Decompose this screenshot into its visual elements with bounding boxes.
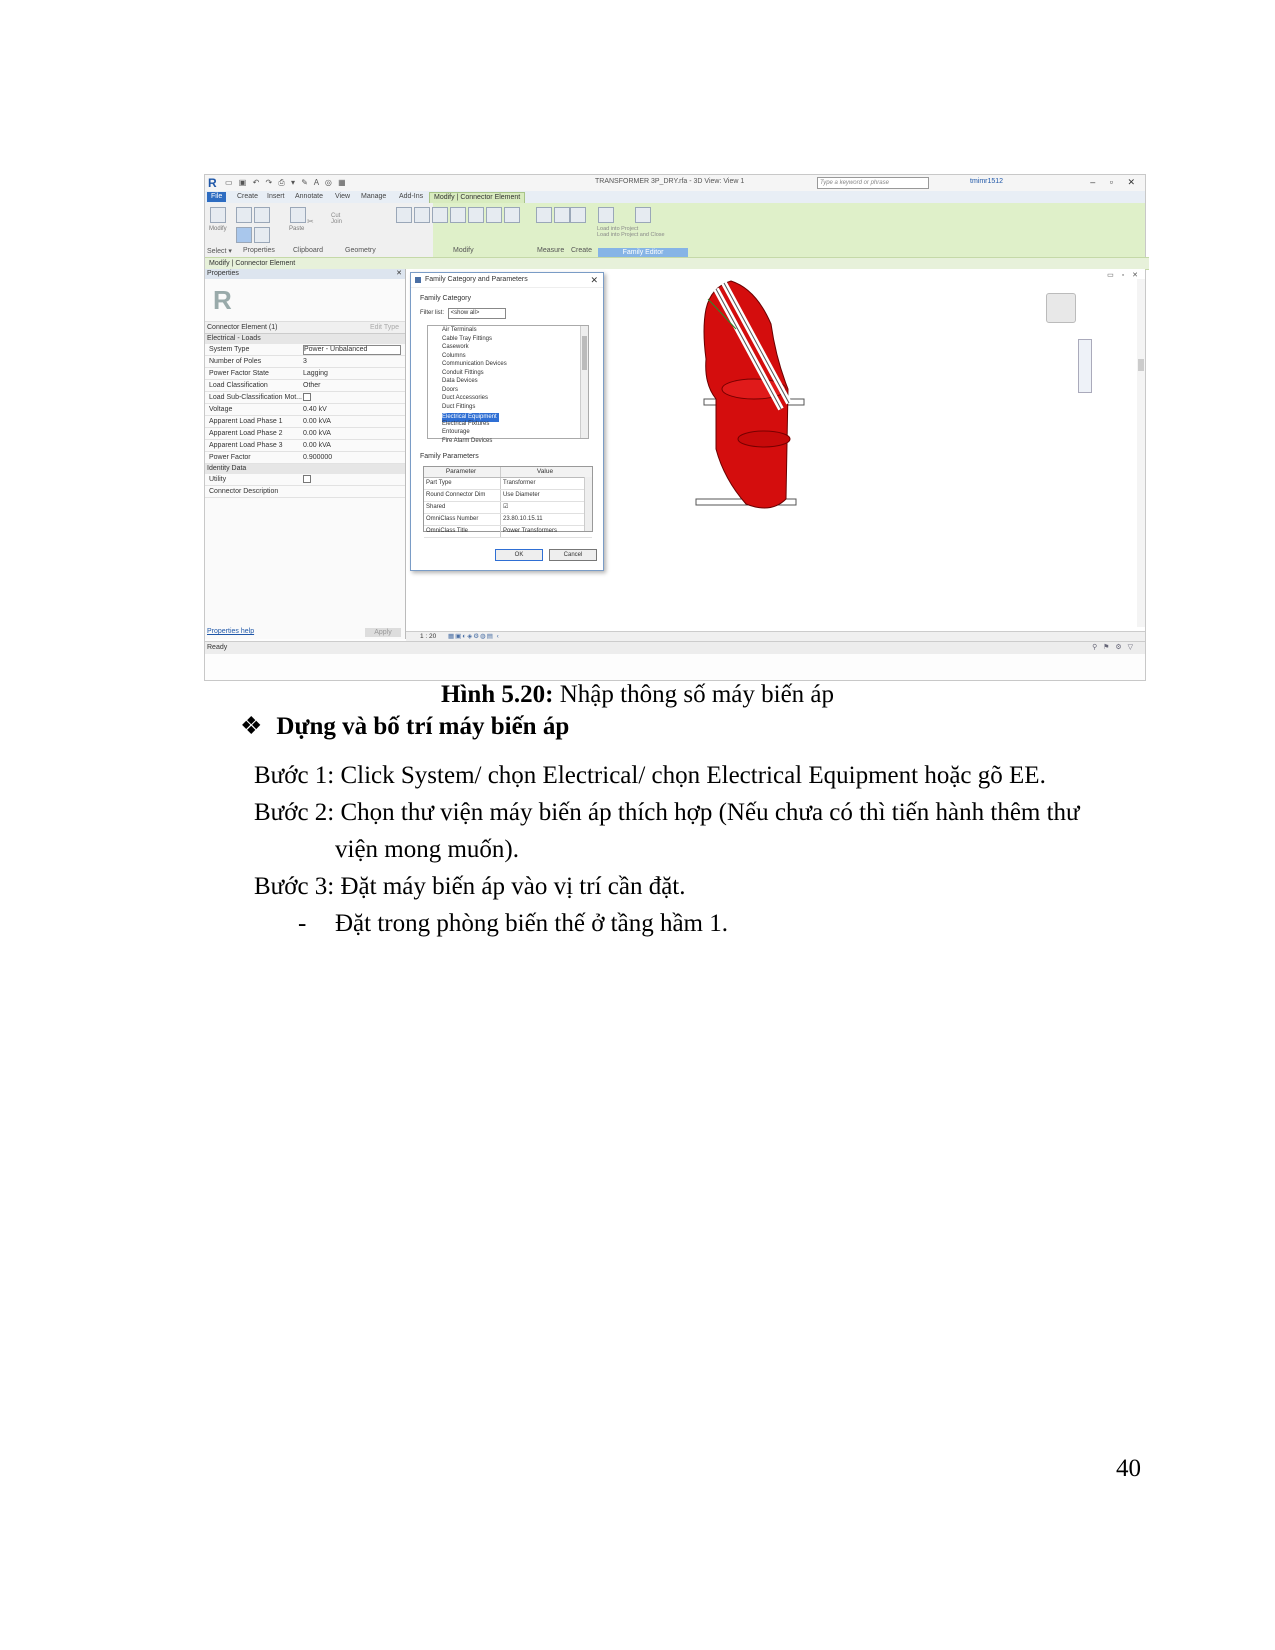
- caption-text: Nhập thông số máy biến áp: [553, 681, 835, 708]
- step-3: Bước 3: Đặt máy biến áp vào vị trí cần đặt.: [254, 873, 686, 900]
- cut-geometry-button[interactable]: Cut: [331, 213, 341, 219]
- property-row: [205, 486, 405, 498]
- close-icon[interactable]: ✕: [396, 270, 402, 277]
- ribbon-group-select: [209, 206, 227, 244]
- list-item[interactable]: Duct Accessories: [442, 395, 489, 401]
- properties-help-link[interactable]: Properties help: [207, 628, 255, 635]
- window-controls[interactable]: – ▫ ✕: [1090, 177, 1141, 187]
- scrollbar-thumb[interactable]: [582, 336, 587, 370]
- trim-icon[interactable]: [504, 207, 520, 223]
- list-item[interactable]: Conduit Fittings: [442, 369, 484, 376]
- property-value[interactable]: 3: [303, 358, 307, 365]
- property-value[interactable]: 0.00 kVA: [303, 442, 331, 449]
- property-row: [205, 428, 405, 440]
- properties-icon[interactable]: [236, 207, 252, 223]
- family-category-icon[interactable]: [254, 227, 270, 243]
- offset-icon[interactable]: [414, 207, 430, 223]
- clipboard-group-label: Clipboard: [293, 247, 323, 254]
- vertical-scrollbar[interactable]: [1137, 279, 1145, 627]
- property-row: [205, 380, 405, 392]
- list-item[interactable]: Cable Tray Fittings: [442, 335, 493, 342]
- property-key: Connector Description: [209, 488, 279, 495]
- param-name: OmniClass Title: [426, 528, 469, 534]
- property-key: Load Sub-Classification Mot...: [209, 394, 302, 401]
- load-into-project-label: Load into Project: [597, 226, 639, 232]
- list-item[interactable]: Doors: [442, 386, 459, 393]
- property-row: [205, 404, 405, 416]
- heading-text: Dựng và bố trí máy biến áp: [276, 713, 570, 740]
- select-group-label[interactable]: Select ▾: [207, 248, 232, 255]
- param-name: Shared: [426, 504, 446, 510]
- property-value[interactable]: Power - Unbalanced: [303, 345, 401, 355]
- property-key: Power Factor State: [209, 370, 269, 377]
- load-into-project-close-label: Load into Project and Close: [597, 232, 665, 238]
- tab-create[interactable]: Create: [237, 193, 259, 200]
- property-value[interactable]: 0.00 kVA: [303, 418, 331, 425]
- tab-annotate[interactable]: Annotate: [295, 193, 324, 200]
- create-icon[interactable]: [570, 207, 586, 223]
- revit-logo-icon[interactable]: R: [208, 176, 217, 190]
- family-editor-group-label: Family Editor: [598, 248, 688, 257]
- category-list[interactable]: [427, 325, 589, 444]
- table-row: [424, 490, 592, 502]
- view-scale[interactable]: 1 : 20: [420, 633, 437, 640]
- tab-view[interactable]: View: [335, 193, 351, 200]
- copy-icon[interactable]: [468, 207, 484, 223]
- property-key: Number of Poles: [209, 358, 262, 365]
- param-value[interactable]: Use Diameter: [500, 490, 587, 501]
- dialog-app-icon: [415, 277, 421, 283]
- ribbon-tabs: [205, 191, 1145, 203]
- property-row: [205, 356, 405, 368]
- param-name: OmniClass Number: [426, 516, 479, 522]
- property-key: Apparent Load Phase 3: [209, 442, 283, 449]
- property-value[interactable]: [303, 474, 399, 485]
- transformer-3d-model[interactable]: [676, 269, 876, 569]
- move-icon[interactable]: [450, 207, 466, 223]
- step-1: Bước 1: Click System/ chọn Electrical/ chọn Electrical Equipment hoặc gõ EE.: [254, 762, 1046, 789]
- window-title: TRANSFORMER 3P_DRY.rfa - 3D View: View 1: [595, 178, 745, 185]
- ribbon-group-properties: [235, 206, 271, 244]
- modify-button-label: Modify: [209, 226, 227, 232]
- tab-modify-connector[interactable]: Modify | Connector Element: [429, 192, 525, 204]
- property-row: [205, 368, 405, 380]
- list-item[interactable]: Communication Devices: [442, 361, 507, 367]
- properties-palette: [205, 269, 406, 639]
- param-value[interactable]: Transformer: [500, 478, 587, 489]
- navigation-bar[interactable]: [1078, 339, 1092, 393]
- property-value[interactable]: 0.40 kV: [303, 406, 327, 413]
- table-row: [424, 526, 592, 538]
- properties-title-bar: [205, 269, 405, 279]
- dimension-icon[interactable]: [554, 207, 570, 223]
- ribbon-group-clipboard: [289, 206, 314, 244]
- selected-row: [428, 411, 588, 420]
- type-selector-image[interactable]: [205, 279, 405, 322]
- list-item[interactable]: Casework: [442, 344, 469, 350]
- viewcube-icon[interactable]: [1046, 293, 1076, 323]
- property-key: System Type: [209, 346, 250, 353]
- checkbox[interactable]: [303, 475, 311, 483]
- coil-ring: [738, 431, 790, 447]
- property-row: [205, 474, 405, 486]
- family-parameters-label: Family Parameters: [420, 453, 479, 460]
- options-bar: Modify | Connector Element: [205, 257, 1149, 270]
- family-category-dialog: [410, 272, 604, 571]
- title-bar: [205, 175, 1145, 192]
- step-2-line-1: Bước 2: Chọn thư viện máy biến áp thích hợp (Nếu chưa có thì tiến hành thêm thư: [254, 799, 1080, 826]
- measure-icon[interactable]: [536, 207, 552, 223]
- property-key: Utility: [209, 476, 227, 483]
- tab-add-ins[interactable]: Add-Ins: [399, 193, 424, 200]
- property-value[interactable]: Lagging: [303, 370, 328, 377]
- paste-label: Paste: [289, 226, 305, 232]
- list-item[interactable]: Entourage: [442, 429, 470, 435]
- checkbox[interactable]: [303, 393, 311, 401]
- step-2-line-2: viện mong muốn).: [335, 836, 520, 863]
- property-key: Voltage: [209, 406, 233, 413]
- property-row: [205, 344, 405, 356]
- filter-list-select[interactable]: <show all>: [448, 308, 506, 319]
- property-key: Load Classification: [209, 382, 268, 389]
- value-column-header: Value: [500, 467, 587, 477]
- ribbon-group-family-editor: [597, 206, 687, 244]
- paste-icon[interactable]: [290, 207, 306, 223]
- properties-title: Properties: [207, 270, 239, 277]
- page-number: 40: [1116, 1455, 1141, 1482]
- property-row: [205, 440, 405, 452]
- param-value[interactable]: 23.80.10.15.11: [500, 514, 587, 525]
- dialog-title: Family Category and Parameters: [425, 276, 528, 283]
- view-window-controls[interactable]: ▭ ▫ ✕: [1107, 272, 1141, 279]
- join-geometry-button[interactable]: Join: [331, 219, 343, 225]
- revit-screenshot: [204, 174, 1146, 681]
- quick-access-toolbar-icons[interactable]: ▭ ▣ ↶ ↷ ⎙ ▾ ✎ A ◎ ▦: [225, 178, 348, 187]
- family-category-label: Family Category: [420, 295, 471, 302]
- measure-group-label: Measure: [537, 247, 565, 254]
- family-parameters-table: [423, 466, 593, 532]
- property-row: [205, 452, 405, 464]
- param-value[interactable]: Power Transformers: [500, 526, 587, 537]
- list-scrollbar[interactable]: [580, 326, 588, 438]
- list-item[interactable]: Columns: [442, 352, 466, 359]
- tab-insert[interactable]: Insert: [267, 193, 285, 200]
- property-value[interactable]: [303, 392, 399, 403]
- load-into-project-close-icon[interactable]: [635, 207, 651, 223]
- ribbon-group-geometry: [331, 213, 342, 251]
- sub-item: Đặt trong phòng biến thế ở tầng hầm 1.: [335, 910, 729, 937]
- cancel-button[interactable]: Cancel: [549, 549, 597, 561]
- properties-footer: [205, 627, 405, 639]
- mirror-icon[interactable]: [432, 207, 448, 223]
- section-heading: [240, 711, 569, 741]
- modify-arrow-icon[interactable]: [210, 207, 226, 223]
- group-identity-data[interactable]: Identity Data: [205, 464, 405, 474]
- instance-selector[interactable]: [205, 322, 405, 334]
- table-scrollbar[interactable]: [584, 477, 592, 531]
- table-header: [424, 467, 592, 478]
- status-bar-icons[interactable]: ⚲ ⚑ ⚙ ▽: [1092, 644, 1135, 651]
- ok-button[interactable]: OK: [495, 549, 543, 561]
- list-item[interactable]: Data Devices: [442, 378, 478, 384]
- ribbon-group-modify: [395, 206, 521, 244]
- filter-label: Filter list:: [420, 310, 444, 316]
- scrollbar-thumb[interactable]: [1138, 359, 1144, 371]
- revit-family-icon: R: [213, 285, 232, 315]
- filter-row: [420, 308, 506, 319]
- apply-button[interactable]: Apply: [365, 628, 401, 637]
- user-name[interactable]: tmimr1512: [970, 178, 1004, 185]
- create-group-label: Create: [571, 247, 593, 254]
- parameter-column-header: Parameter: [445, 468, 477, 475]
- dialog-title-bar: [411, 273, 603, 288]
- param-name: Round Connector Dim: [426, 492, 486, 498]
- list-item[interactable]: Electrical Fixtures: [442, 420, 490, 427]
- cut-icon[interactable]: ✂: [307, 217, 314, 226]
- property-value[interactable]: 0.00 kVA: [303, 430, 331, 437]
- rotate-icon[interactable]: [486, 207, 502, 223]
- property-key: Apparent Load Phase 2: [209, 430, 283, 437]
- dialog-close-icon[interactable]: ✕: [590, 275, 598, 285]
- property-key: Apparent Load Phase 1: [209, 418, 283, 425]
- list-item-selected[interactable]: Electrical Equipment: [442, 414, 497, 420]
- param-value[interactable]: ☑: [500, 502, 587, 513]
- geometry-group-label: Geometry: [345, 247, 376, 254]
- view-control-icons[interactable]: ▦▣◐◈⚙◍▤ ‹: [448, 633, 500, 640]
- property-value[interactable]: 0.900000: [303, 454, 333, 461]
- status-text: Ready: [207, 644, 228, 651]
- family-types-icon[interactable]: [236, 227, 252, 243]
- modify-group-label: Modify: [453, 247, 474, 254]
- ribbon-group-create: [569, 206, 587, 244]
- load-into-project-icon[interactable]: [598, 207, 614, 223]
- table-row: [424, 478, 592, 490]
- figure-caption: [0, 681, 1275, 709]
- type-properties-icon[interactable]: [254, 207, 270, 223]
- instance-selector-label: Connector Element (1): [207, 324, 278, 331]
- table-row: [424, 502, 592, 514]
- property-key: Power Factor: [209, 454, 251, 461]
- table-row: [424, 514, 592, 526]
- property-value[interactable]: Other: [303, 382, 321, 389]
- ribbon-group-measure: [535, 206, 571, 244]
- list-item[interactable]: Fire Alarm Devices: [442, 437, 493, 444]
- tab-file[interactable]: File: [207, 192, 226, 202]
- ribbon: [205, 203, 1145, 257]
- edit-type-button[interactable]: Edit Type: [369, 324, 399, 331]
- property-row: [205, 416, 405, 428]
- param-name: Part Type: [426, 480, 452, 486]
- search-input[interactable]: Type a keyword or phrase: [817, 177, 929, 189]
- group-electrical-loads[interactable]: Electrical - Loads: [205, 334, 405, 344]
- list-item[interactable]: Duct Fittings: [442, 403, 476, 410]
- dash-bullet: -: [298, 910, 307, 937]
- tab-manage[interactable]: Manage: [361, 193, 387, 200]
- diamond-bullet-icon: ❖: [240, 713, 263, 740]
- align-icon[interactable]: [396, 207, 412, 223]
- properties-group-label: Properties: [243, 247, 275, 254]
- caption-label: Hình 5.20:: [440, 681, 554, 708]
- property-row: [205, 392, 405, 404]
- status-bar: [205, 641, 1145, 654]
- list-item[interactable]: Air Terminals: [442, 327, 477, 333]
